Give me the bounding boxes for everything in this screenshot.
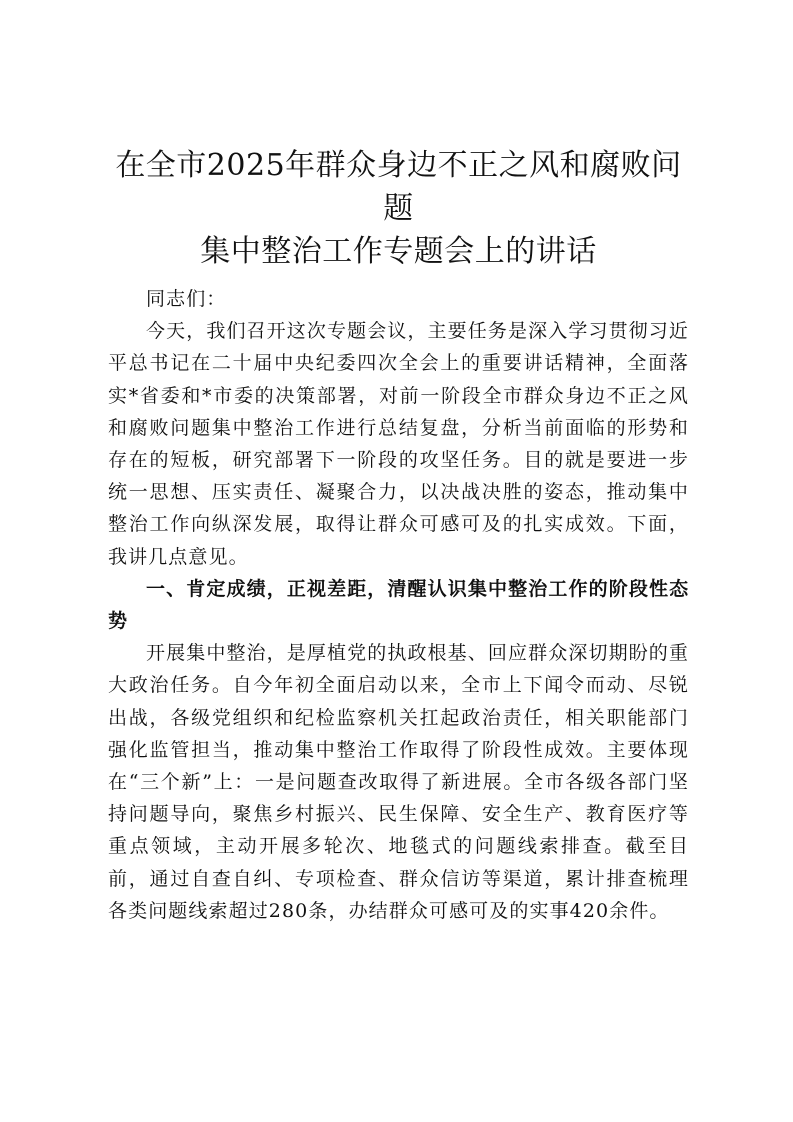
title-line-1: 在全市2025年群众身边不正之风和腐败问题 (115, 148, 682, 226)
paragraph-achievements: 开展集中整治，是厚植党的执政根基、回应群众深切期盼的重大政治任务。自今年初全面启动以来，全市上下闻令而动、尽锐出战，各级党组织和纪检监察机关扛起政治责任，相关职能部门强化监管担当，推动集中整治工作取得了阶段性成效。主要体现在“三个新”上：一是问题查改取得了新进展。全市各级各部门坚持问题导向，聚焦乡村振兴、民生保障、安全生产、教育医疗等重点领域，主动开展多轮次、地毯式的问题线索排查。截至目前，通过自查自纠、专项检查、群众信访等渠道，累计排查梳理各类问题线索超过280条，办结群众可感可及的实事420余件。 (108, 642, 689, 922)
section-heading-1: 一、肯定成绩，正视差距，清醒认识集中整治工作的阶段性态势 (108, 577, 689, 633)
document-body (108, 283, 689, 927)
title-line-2: 集中整治工作专题会上的讲话 (200, 234, 597, 269)
paragraph-opening: 今天，我们召开这次专题会议，主要任务是深入学习贯彻习近平总书记在二十届中央纪委四次全会上的重要讲话精神，全面落实*省委和*市委的决策部署，对前一阶段全市群众身边不正之风和腐败问题集中整治工作进行总结复盘，分析当前面临的形势和存在的短板，研究部署下一阶段的攻坚任务。目的就是要进一步统一思想、压实责任、凝聚合力，以决战决胜的姿态，推动集中整治工作向纵深发展，取得让群众可感可及的扎实成效。下面，我讲几点意见。 (108, 320, 689, 568)
document-title (108, 144, 689, 273)
salutation: 同志们： (146, 288, 227, 310)
